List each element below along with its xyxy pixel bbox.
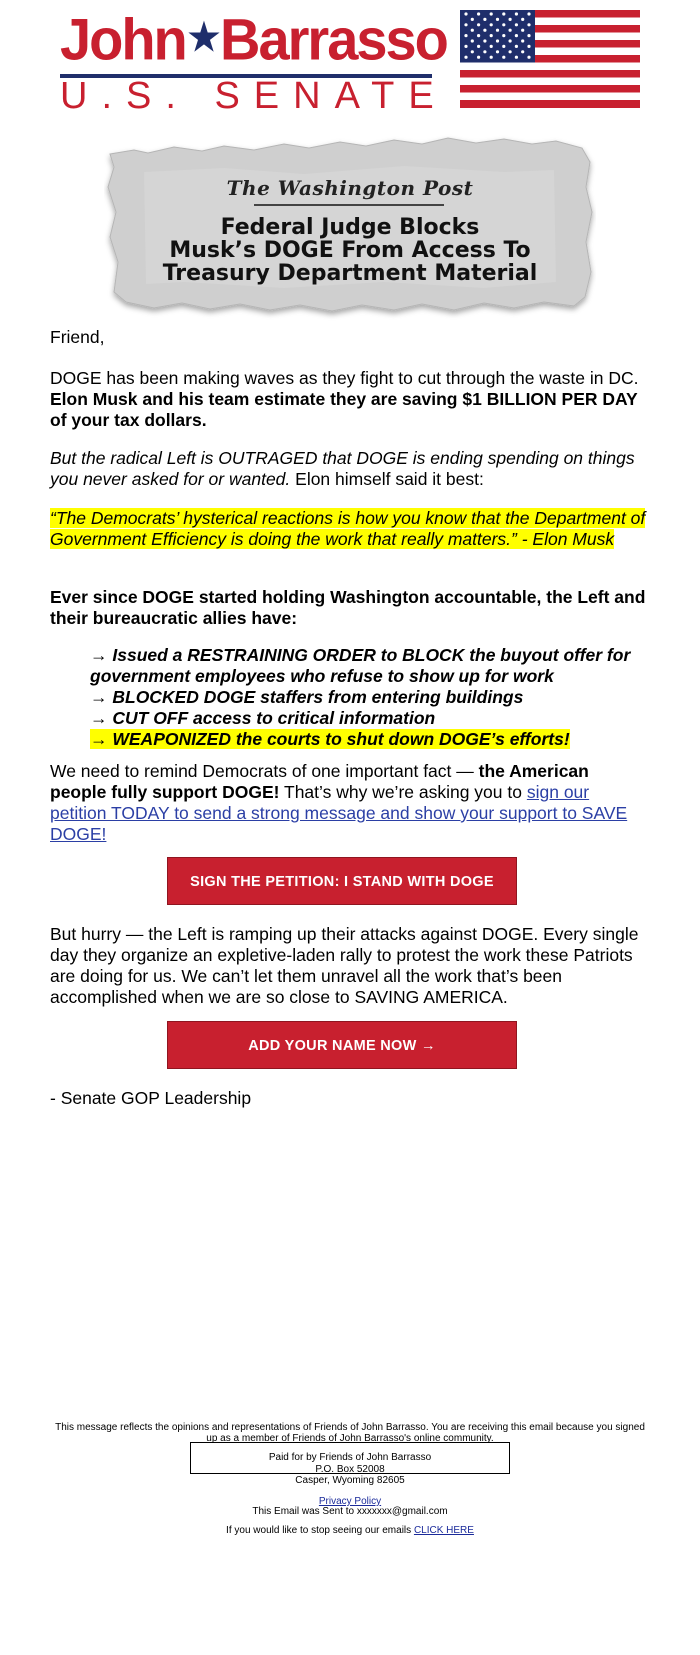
flag-star [515, 34, 518, 37]
flag-star [483, 29, 486, 32]
flag-star [502, 45, 505, 48]
flag-star [464, 34, 467, 37]
flag-star [527, 34, 530, 37]
quote-highlight: “The Democrats’ hysterical reactions is how you know that the Department of Government Efficiency is doing the work that really matters.” - Elon Musk [50, 508, 646, 549]
brand-name-last: Barrasso [220, 5, 447, 73]
intro-bold: Elon Musk and his team estimate they are saving $1 BILLION PER DAY of your tax dollars. [50, 389, 638, 430]
brand-office: U.S. SENATE [60, 75, 448, 117]
flag-star [521, 29, 524, 32]
footer-po-box: P.O. Box 52008 [315, 1464, 385, 1475]
news-clipping [104, 132, 596, 322]
flag-star [496, 29, 499, 32]
flag-star [496, 18, 499, 21]
flag-star [477, 12, 480, 15]
list-item-highlight: → WEAPONIZED the courts to shut down DOGE’s efforts! [90, 729, 570, 749]
flag-star [464, 56, 467, 59]
outrage-italic: But the radical Left is OUTRAGED that DOGE is ending spending on things you never asked for or wanted. [50, 448, 635, 489]
greeting: Friend, [50, 327, 105, 347]
list-item [90, 729, 650, 750]
flag-star [521, 50, 524, 53]
flag-star [477, 45, 480, 48]
flag-star [471, 29, 474, 32]
flag-star [527, 12, 530, 15]
flag-star [509, 29, 512, 32]
flag-star [515, 23, 518, 26]
flag-star [490, 56, 493, 59]
unsubscribe-text: If you would like to stop seeing our emails [226, 1525, 414, 1536]
flag-star [483, 39, 486, 42]
flag-star [527, 23, 530, 26]
flag-star [477, 23, 480, 26]
signoff: - Senate GOP Leadership [50, 1088, 252, 1108]
footer-city: Casper, Wyoming 82605 [295, 1475, 405, 1486]
brand-name-first: John [60, 5, 186, 73]
flag-star [483, 18, 486, 21]
paid-for-box: Paid for by Friends of John Barrasso [190, 1442, 510, 1474]
flag-star [509, 50, 512, 53]
masthead-rule [254, 204, 444, 206]
list-item: → Issued a RESTRAINING ORDER to BLOCK the buyout offer for government employees who refuse to show up for work [90, 645, 631, 686]
flag-star [527, 56, 530, 59]
support-text-2: That’s why we’re asking you to [279, 782, 527, 802]
flag-star [509, 39, 512, 42]
brand-logo [60, 5, 447, 73]
flag-star [521, 39, 524, 42]
bullet-list [90, 645, 650, 750]
paragraph-allies: Ever since DOGE started holding Washington accountable, the Left and their bureaucratic allies have: [50, 587, 646, 628]
footer-disclaimer: This message reflects the opinions and representations of Friends of John Barrasso. You are receiving this email because you signed up as a member of Friends of John Barrasso's online community. [55, 1422, 645, 1444]
flag-star [502, 56, 505, 59]
add-name-button[interactable]: ADD YOUR NAME NOW → [167, 1021, 517, 1069]
brand-star-icon: ★ [187, 15, 219, 59]
paragraph-hurry: But hurry — the Left is ramping up their attacks against DOGE. Every single day they organize an expletive-laden rally to protest the work these Patriots are doing for us. We can’t let them unravel all the work that’s been accomplished when we are so close to SAVING AMERICA. [50, 924, 639, 1007]
intro-text: DOGE has been making waves as they fight to cut through the waste in DC. [50, 368, 639, 388]
flag-star [496, 39, 499, 42]
flag-star [471, 18, 474, 21]
list-item: → CUT OFF access to critical information [90, 708, 436, 728]
unsubscribe-link[interactable]: CLICK HERE [413, 1525, 474, 1536]
flag-star [502, 34, 505, 37]
flag-star [471, 50, 474, 53]
flag-star [490, 45, 493, 48]
flag-star [502, 12, 505, 15]
flag-star [515, 56, 518, 59]
flag-star [490, 12, 493, 15]
flag-star [471, 39, 474, 42]
support-text: We need to remind Democrats of one important fact — [50, 761, 479, 781]
flag-star [515, 45, 518, 48]
paragraph-intro [50, 368, 650, 431]
flag-star [502, 23, 505, 26]
flag-star [527, 45, 530, 48]
footer-unsubscribe [50, 1525, 650, 1536]
flag-star [477, 56, 480, 59]
paragraph-outrage [50, 448, 650, 490]
petition-link[interactable]: sign our petition TODAY to send a strong message and show your support to SAVE DOGE! [50, 782, 628, 844]
flag-star [483, 50, 486, 53]
flag-star [496, 50, 499, 53]
flag-star [490, 23, 493, 26]
flag-star [464, 45, 467, 48]
flag-star [521, 18, 524, 21]
flag-star [477, 34, 480, 37]
flag-star [464, 23, 467, 26]
footer-sent-to: This Email was Sent to xxxxxxx@gmail.com [252, 1506, 448, 1517]
paragraph-support [50, 761, 650, 845]
sign-petition-button[interactable]: SIGN THE PETITION: I STAND WITH DOGE [167, 857, 517, 905]
newspaper-masthead: The Washington Post [226, 176, 474, 200]
outrage-text: Elon himself said it best: [290, 469, 484, 489]
flag-star [509, 18, 512, 21]
flag-star [515, 12, 518, 15]
clipping-headline [134, 216, 566, 285]
support-bold: the American people fully support DOGE! [50, 761, 589, 802]
headline-line: Musk’s DOGE From Access To [169, 238, 531, 263]
privacy-policy-link[interactable]: Privacy Policy [318, 1496, 382, 1507]
list-item: → BLOCKED DOGE staffers from entering buildings [90, 687, 524, 707]
musk-quote [50, 508, 650, 550]
flag-star [490, 34, 493, 37]
us-flag-icon [460, 10, 640, 108]
flag-star [464, 12, 467, 15]
headline-line: Treasury Department Material [162, 261, 538, 286]
headline-line: Federal Judge Blocks [220, 215, 480, 240]
email-header [55, 5, 655, 117]
